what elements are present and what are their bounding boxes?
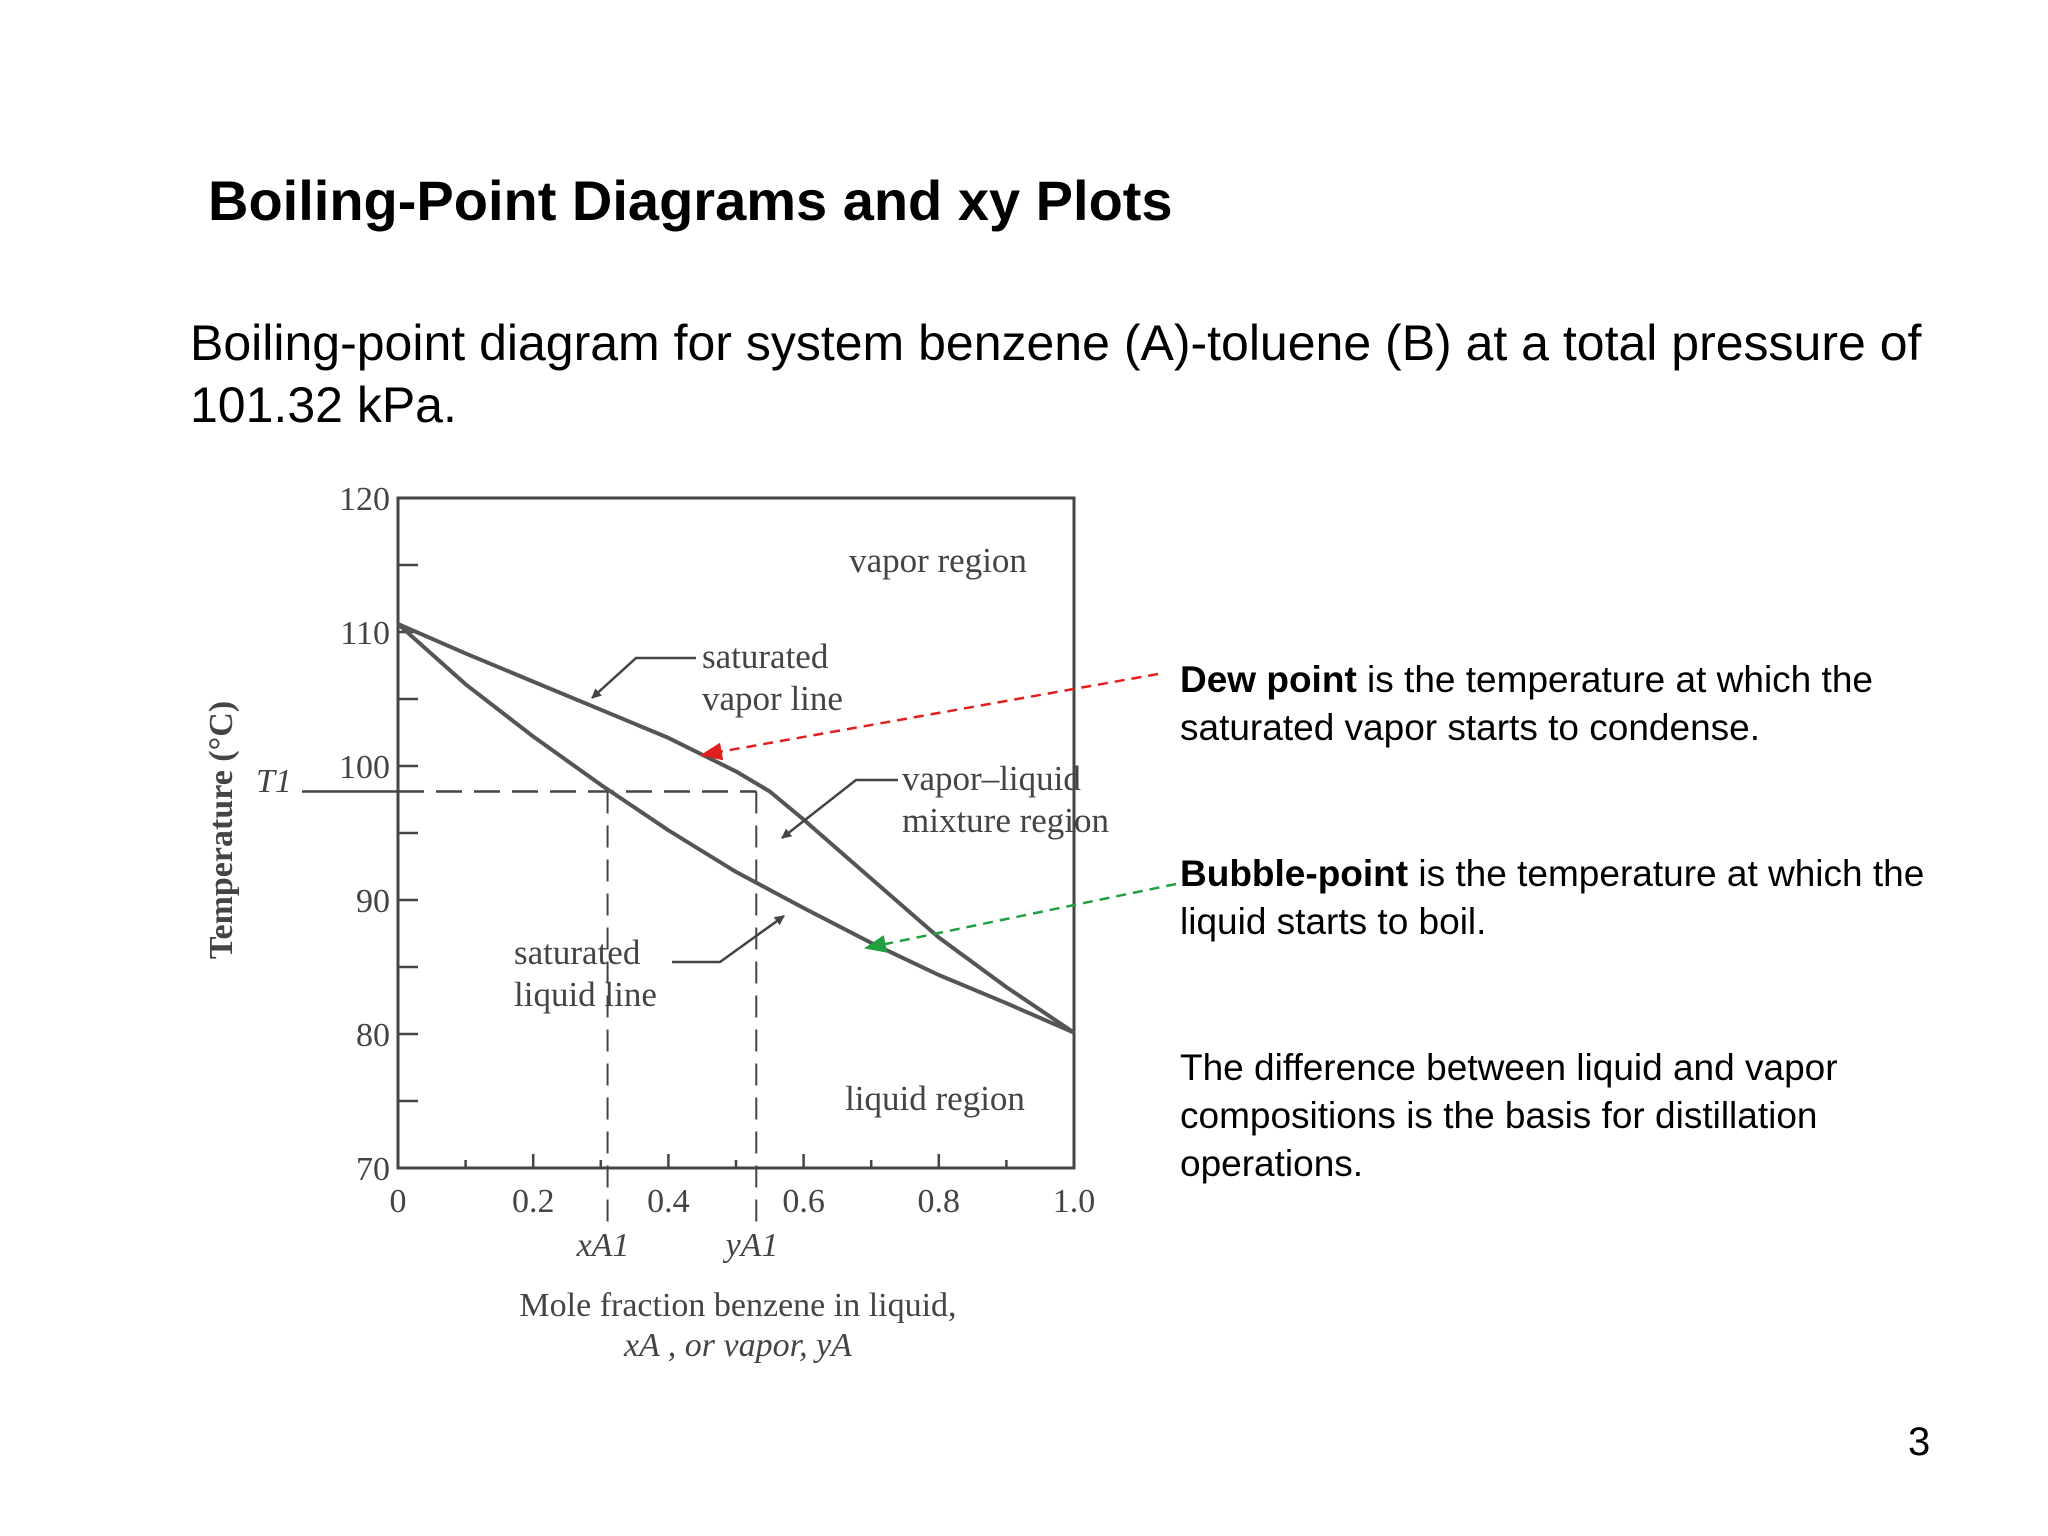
x-tick-label: 0.2 (511, 1183, 555, 1220)
y-axis-title: Temperature (°C) (203, 700, 240, 960)
dew-point-text: is the temperature at which the saturated vapor starts to condense. (1180, 659, 1873, 748)
y-tick-label: 110 (340, 615, 390, 652)
mixture-leader (782, 780, 898, 838)
y-tick-label: 120 (339, 481, 390, 518)
saturated-liquid-label-line1: saturated (514, 933, 641, 972)
slide-title: Boiling-Point Diagrams and xy Plots (208, 169, 1173, 232)
intro-text: Boiling-point diagram for system benzene (A)-toluene (B) at a total pressure of 101.32 kPa. (190, 315, 1922, 433)
t1-label (256, 763, 292, 800)
x-axis-title-line2: xA , or vapor, yA (624, 1327, 852, 1364)
dew-point-note (1180, 656, 1940, 752)
saturated-vapor-label-line2: vapor line (702, 679, 843, 718)
mixture-label-line1: vapor–liquid (902, 759, 1081, 798)
dew-point-term: Dew point (1180, 659, 1357, 700)
x-tick-label: 0.8 (917, 1183, 961, 1220)
page-number: 3 (1908, 1420, 1931, 1464)
vapor-region-label: vapor region (849, 541, 1027, 580)
saturated-liquid-leader (672, 916, 784, 962)
bubble-point-note (1180, 850, 1940, 946)
bubble-point-text: is the temperature at which the liquid starts to boil. (1180, 853, 1925, 942)
xa1-label: xA1 (576, 1227, 630, 1264)
y-tick-label: 70 (356, 1151, 390, 1188)
x-tick-label: 0 (389, 1183, 407, 1220)
saturated-vapor-label-line1: saturated (702, 637, 829, 676)
y-tick-label: 100 (339, 749, 390, 786)
t1-label-text: T1 (256, 763, 292, 800)
saturated-vapor-leader (592, 658, 696, 698)
mixture-label-line2: mixture region (902, 801, 1110, 840)
x-axis-title-line1: Mole fraction benzene in liquid, (519, 1287, 957, 1324)
bubble-point-term: Bubble-point (1180, 853, 1409, 894)
y-tick-label: 80 (356, 1017, 390, 1054)
x-tick-label: 0.4 (647, 1183, 690, 1220)
x-tick-label: 0.6 (782, 1183, 825, 1220)
difference-note: The difference between liquid and vapor compositions is the basis for distillation operations. (1180, 1047, 1838, 1184)
x-tick-label: 1.0 (1052, 1183, 1096, 1220)
y-tick-label: 90 (356, 883, 390, 920)
liquid-region-label: liquid region (845, 1079, 1025, 1118)
saturated-liquid-label-line2: liquid line (514, 975, 657, 1014)
ya1-label: yA1 (725, 1227, 779, 1264)
